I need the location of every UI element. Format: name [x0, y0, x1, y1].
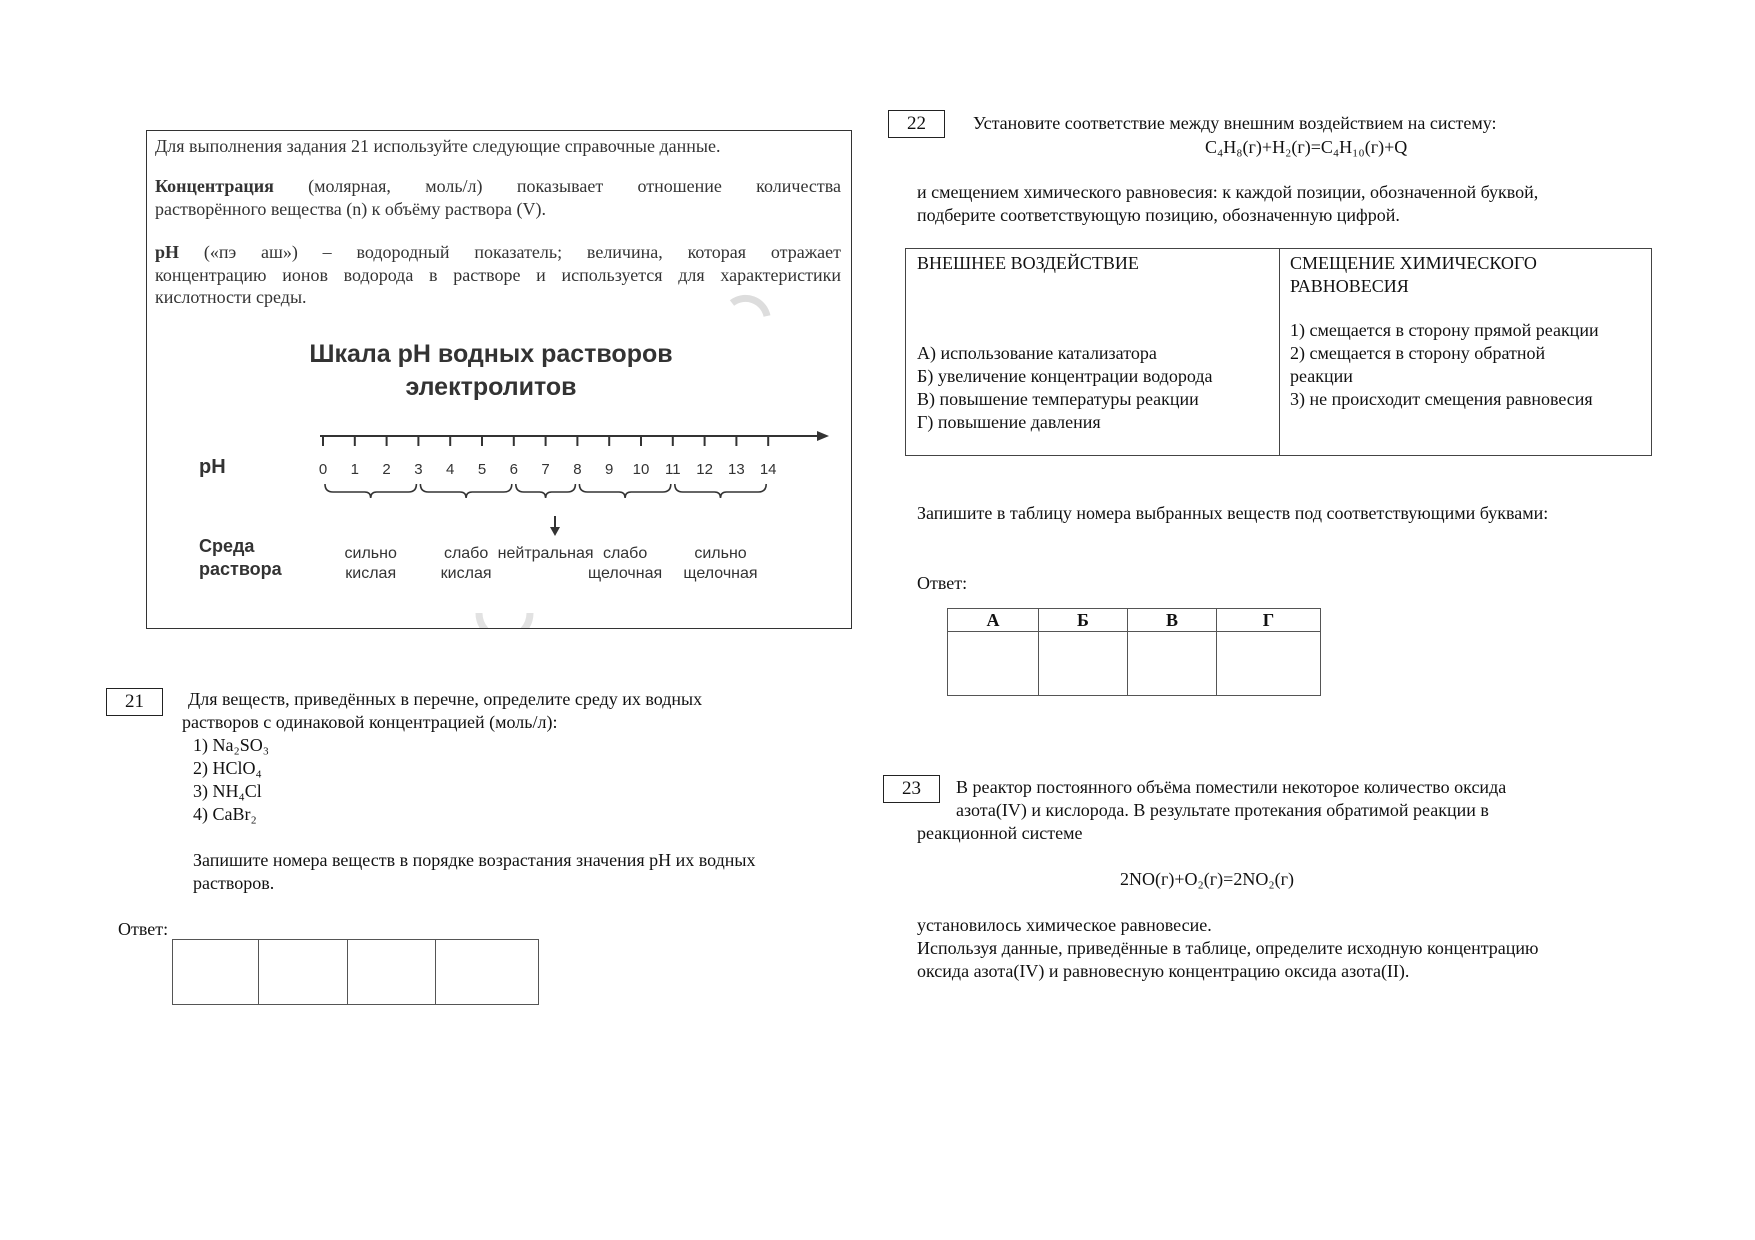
task21-number: 21	[106, 688, 163, 716]
task23-number: 23	[883, 775, 940, 803]
medium-zone-label: кислая	[345, 565, 397, 582]
right-item-1: 1) смещается в сторону прямой реакции	[1290, 320, 1599, 340]
answer-header-v: В	[1128, 609, 1217, 632]
task22-write-instruction: Запишите в таблицу номера выбранных веществ под соответствующими буквами:	[917, 503, 1549, 523]
task23-text-line1: В реактор постоянного объёма поместили некоторое количество оксида	[956, 777, 1507, 797]
concentration-text: (молярная, моль/л) показывает отношение количества	[273, 176, 841, 196]
task23-text-line4: установилось химическое равновесие.	[917, 915, 1212, 935]
ph-definition-line3: кислотности среды.	[155, 287, 307, 307]
medium-zone-label: слабо	[602, 545, 648, 562]
left-item-b: Б) увеличение концентрации водорода	[917, 366, 1213, 386]
item-number: 3)	[193, 781, 208, 801]
neutral-arrow-head	[550, 527, 560, 536]
medium-brace	[420, 484, 511, 498]
scale-title-line2: электролитов	[405, 373, 577, 401]
task21-instruction-line1: Запишите номера веществ в порядке возрастания значения pH их водных	[193, 850, 756, 870]
item-number: 4)	[193, 804, 208, 824]
ph-tick-label: 6	[509, 461, 518, 478]
ph-tick-label: 5	[477, 461, 487, 478]
answer-cell[interactable]	[173, 940, 259, 1005]
medium-zone-label: щелочная	[683, 565, 758, 582]
item-formula: NH₄Cl	[212, 781, 262, 801]
matching-col2-header-line2: РАВНОВЕСИЯ	[1290, 276, 1409, 296]
answer-header-a: А	[948, 609, 1039, 632]
medium-label-line2: раствора	[199, 559, 282, 579]
ph-text: («пэ аш») – водородный показатель; величина, которая отражает	[179, 242, 841, 262]
reference-box	[146, 130, 852, 629]
concentration-term: Концентрация	[155, 176, 274, 196]
item-formula: HClO₄	[212, 758, 262, 778]
left-item-g: Г) повышение давления	[917, 412, 1101, 432]
scale-title-line1: Шкала pH водных растворов	[309, 340, 673, 368]
medium-brace	[516, 484, 576, 498]
task23-text-line2: азота(IV) и кислорода. В результате протекания обратимой реакции в	[956, 800, 1489, 820]
ph-tick-label: 10	[632, 461, 650, 478]
ph-tick-label: 3	[414, 461, 423, 478]
matching-col1-header: ВНЕШНЕЕ ВОЗДЕЙСТВИЕ	[917, 253, 1139, 273]
item-formula: CaBr₂	[212, 804, 257, 824]
task23-text-line6: оксида азота(IV) и равновесную концентрацию оксида азота(II).	[917, 961, 1410, 981]
task23-text-line5: Используя данные, приведённые в таблице, определите исходную концентрацию	[917, 938, 1539, 958]
left-item-a: А) использование катализатора	[917, 343, 1157, 363]
task21-item-1	[193, 734, 269, 756]
matching-table	[905, 248, 1652, 456]
answer-header-g: Г	[1217, 609, 1321, 632]
medium-brace	[579, 484, 670, 498]
medium-zone-label: нейтральная	[497, 545, 594, 562]
watermark-arc-bottom	[479, 613, 530, 628]
ph-tick-label: 8	[573, 461, 582, 478]
right-item-3: 3) не происходит смещения равновесия	[1290, 389, 1593, 409]
task21-text-line2: растворов с одинаковой концентрацией (моль/л):	[182, 712, 558, 732]
medium-braces	[325, 484, 766, 498]
medium-label-line1: Среда	[199, 536, 255, 556]
task22-text-line1: Установите соответствие между внешним воздействием на систему:	[973, 113, 1497, 133]
ph-tick-label: 4	[446, 461, 455, 478]
task22-answer-label: Ответ:	[917, 573, 968, 593]
answer-cell-v[interactable]	[1128, 632, 1217, 696]
task21-answer-label: Ответ:	[118, 919, 169, 939]
ph-term: pH	[155, 242, 180, 262]
task22-number: 22	[888, 110, 945, 138]
medium-zone-label: слабо	[443, 545, 489, 562]
ph-axis-label: pH	[199, 456, 226, 478]
ph-tick-label: 11	[665, 461, 681, 478]
medium-zone-label: кислая	[440, 565, 492, 582]
watermark-arc-top	[732, 298, 767, 316]
ph-tick-label: 1	[350, 461, 359, 478]
ph-ticks	[319, 436, 777, 478]
medium-brace	[325, 484, 416, 498]
task21-answer-table	[172, 939, 539, 1005]
right-item-2: 2) смещается в сторону обратной	[1290, 343, 1546, 363]
ph-tick-label: 2	[382, 461, 391, 478]
answer-cell[interactable]	[348, 940, 436, 1005]
answer-cell-a[interactable]	[948, 632, 1039, 696]
task23-equation: 2NO(г)+O₂(г)=2NO₂(г)	[1120, 869, 1294, 889]
ph-definition-line2: концентрацию ионов водорода в растворе и используется для характеристики	[155, 265, 841, 285]
answer-cell-b[interactable]	[1039, 632, 1128, 696]
ph-scale-figure	[147, 131, 851, 628]
ph-tick-label: 0	[318, 461, 328, 478]
task23-text-line3: реакционной системе	[917, 823, 1083, 843]
reference-intro: Для выполнения задания 21 используйте следующие справочные данные.	[155, 136, 721, 156]
matching-table-divider	[1279, 249, 1280, 455]
task21-instruction-line2: растворов.	[193, 873, 275, 893]
task21-text-line1: Для веществ, приведённых в перечне, определите среду их водных	[188, 689, 703, 709]
left-item-v: В) повышение температуры реакции	[917, 389, 1199, 409]
medium-zones	[345, 545, 758, 582]
ph-tick-label: 14	[759, 461, 777, 478]
item-number: 2)	[193, 758, 208, 778]
item-formula: Na₂SO₃	[212, 735, 270, 755]
answer-cell-g[interactable]	[1217, 632, 1321, 696]
medium-brace	[675, 484, 766, 498]
ph-tick-label: 7	[541, 461, 550, 478]
medium-zone-label: сильно	[694, 545, 747, 562]
ph-tick-label: 12	[696, 461, 713, 478]
medium-zone-label: сильно	[344, 545, 397, 562]
ph-axis-arrow	[817, 431, 829, 441]
medium-zone-label: щелочная	[588, 565, 663, 582]
item-number: 1)	[193, 735, 208, 755]
task21-item-3	[193, 780, 262, 802]
answer-header-b: Б	[1039, 609, 1128, 632]
matching-col2-header-line1: СМЕЩЕНИЕ ХИМИЧЕСКОГО	[1290, 253, 1537, 273]
concentration-definition-line2: растворённого вещества (n) к объёму раствора (V).	[155, 199, 547, 219]
answer-cell[interactable]	[436, 940, 539, 1005]
task22-text-line3: подберите соответствующую позицию, обозначенную цифрой.	[917, 205, 1400, 225]
ph-tick-label: 9	[605, 461, 614, 478]
answer-cell[interactable]	[259, 940, 348, 1005]
task22-equation: C₄H₈(г)+H₂(г)=C₄H₁₀(г)+Q	[1205, 137, 1408, 157]
task22-text-line2: и смещением химического равновесия: к каждой позиции, обозначенной буквой,	[917, 182, 1539, 202]
task21-item-4	[193, 803, 257, 825]
task22-answer-table	[947, 608, 1321, 696]
task21-item-2	[193, 757, 262, 779]
ph-tick-label: 13	[728, 461, 745, 478]
right-item-2-cont: реакции	[1290, 366, 1353, 386]
